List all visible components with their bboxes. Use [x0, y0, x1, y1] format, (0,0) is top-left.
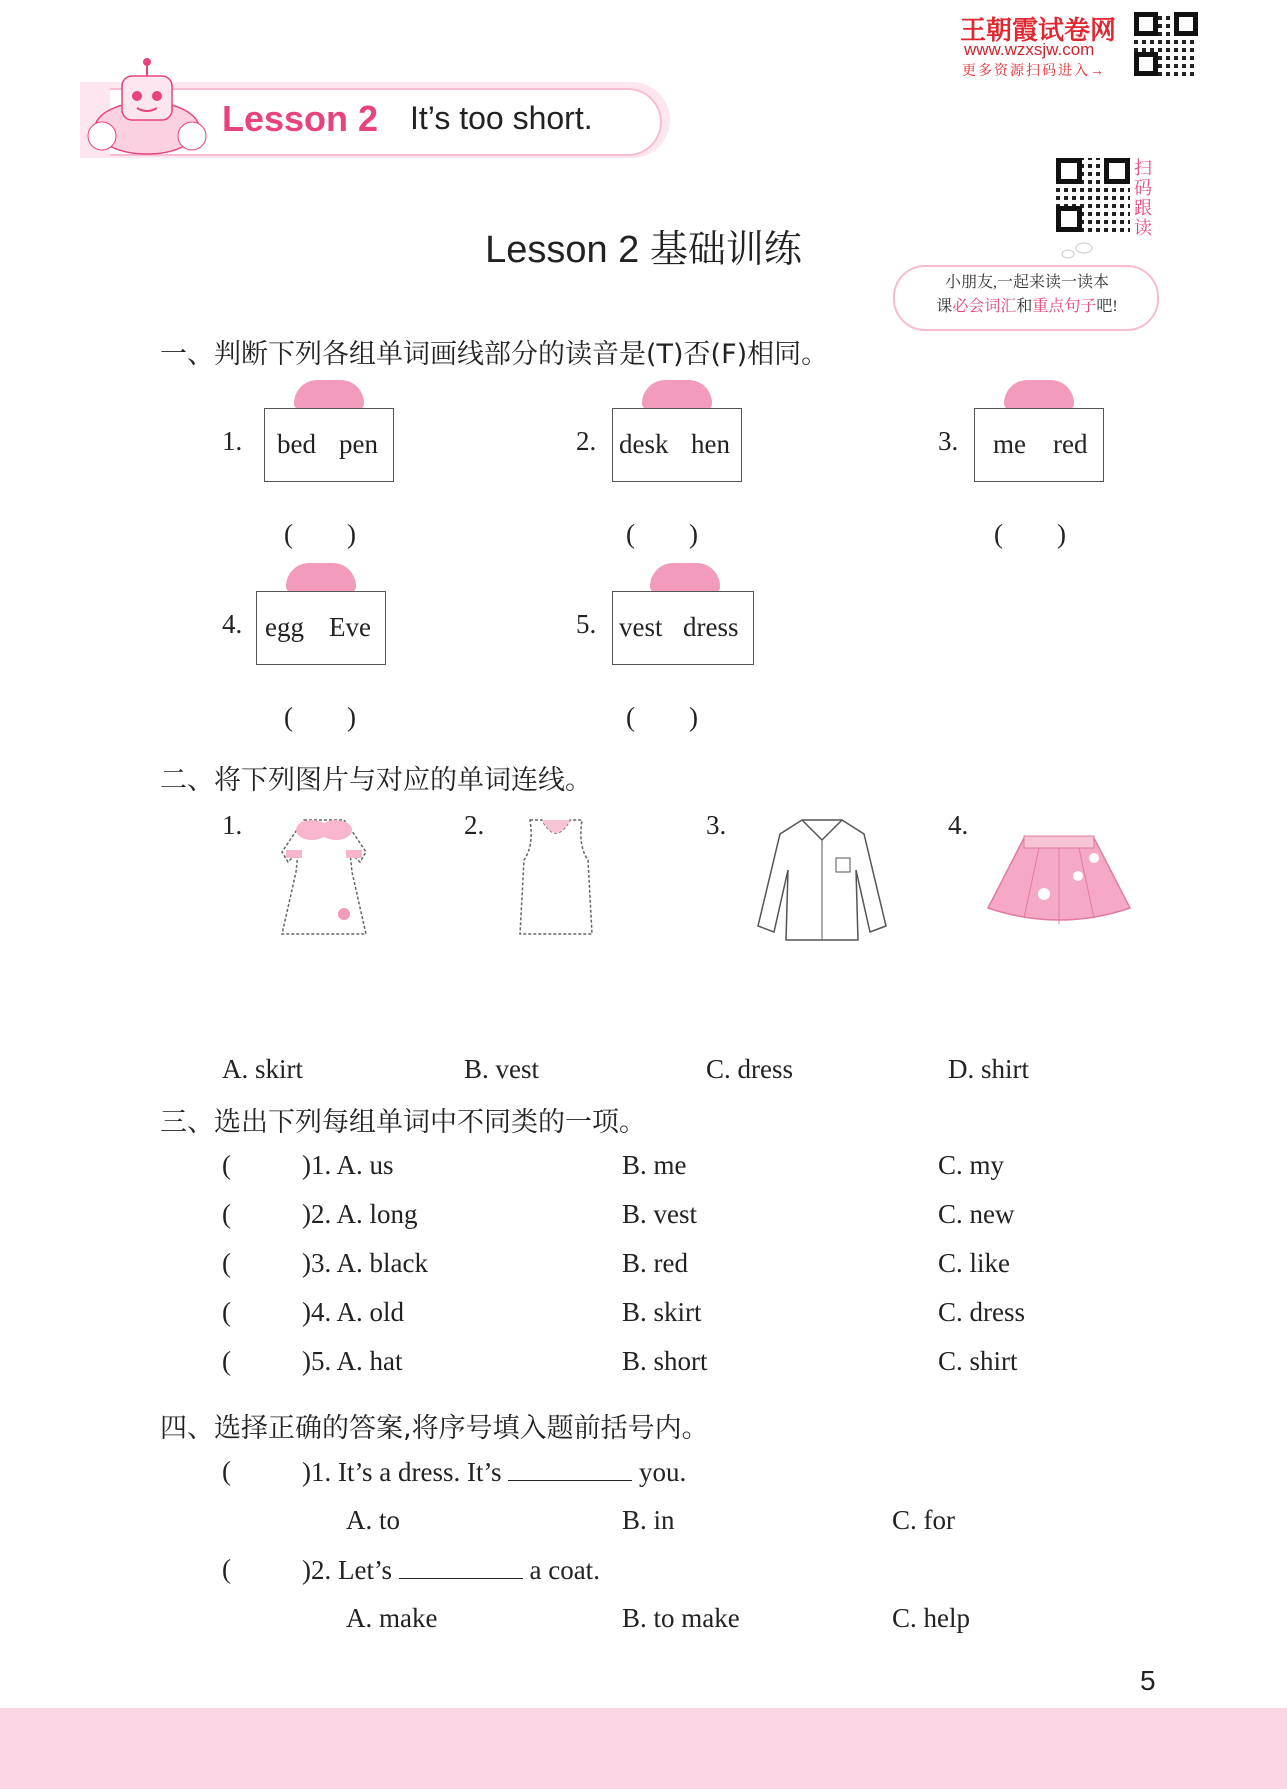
picture-number: 2.: [464, 810, 485, 840]
phonics-item: [576, 380, 776, 550]
word-1: desk: [619, 429, 669, 459]
option-c: C. new: [938, 1199, 1015, 1229]
picture-number: 3.: [706, 810, 727, 840]
monster-head-icon: [1004, 380, 1074, 410]
option-c: C. dress: [938, 1297, 1025, 1327]
word-card: [612, 591, 754, 665]
page-number: 5: [1140, 1665, 1156, 1696]
answer-parentheses[interactable]: ( ): [626, 519, 698, 549]
option-b: B. vest: [622, 1199, 698, 1229]
picture-number: 1.: [222, 810, 243, 840]
option-b: B. in: [622, 1505, 675, 1535]
option-a: )2. A. long: [302, 1199, 418, 1229]
option-a: A. to: [346, 1505, 400, 1535]
word-option: A. skirt: [222, 1054, 303, 1084]
answer-parentheses[interactable]: ( ): [626, 702, 698, 732]
answer-parentheses[interactable]: ( ): [994, 519, 1066, 549]
bubble-highlight-sentences: 重点句子: [1032, 298, 1097, 315]
bubble-line-1: 小朋友,一起来读一读本: [944, 274, 1109, 291]
lesson-title: It’s too short.: [410, 100, 593, 136]
monster-head-icon: [650, 563, 720, 593]
word-card: [264, 408, 394, 482]
option-b: B. me: [622, 1150, 687, 1180]
word-option: C. dress: [706, 1054, 793, 1084]
option-c: C. my: [938, 1150, 1005, 1180]
word-2: dress: [683, 612, 739, 642]
question-text: )2. Let’s: [302, 1555, 392, 1585]
answer-paren[interactable]: (: [222, 1150, 231, 1180]
item-number: 1.: [222, 426, 243, 456]
question-text: a coat.: [529, 1555, 600, 1585]
word-1: bed: [277, 429, 316, 459]
option-b: B. red: [622, 1248, 688, 1278]
word-card: [612, 408, 742, 482]
dress-icon: [274, 812, 374, 940]
answer-paren[interactable]: (: [222, 1199, 231, 1229]
shirt-icon: [752, 814, 892, 946]
answer-parentheses[interactable]: ( ): [284, 519, 356, 549]
vest-icon: [516, 816, 596, 938]
brand-more: 更多资源扫码进入→: [962, 62, 1106, 78]
option-b: B. skirt: [622, 1297, 702, 1327]
item-number: 4.: [222, 609, 243, 639]
option-a: )1. A. us: [302, 1150, 394, 1180]
blank-line[interactable]: [399, 1554, 523, 1579]
question-1: [302, 1456, 686, 1488]
answer-paren[interactable]: (: [222, 1554, 231, 1584]
option-a: A. make: [346, 1603, 438, 1633]
section-1-heading: 一、判断下列各组单词画线部分的读音是(T)否(F)相同。: [160, 339, 829, 370]
phonics-item: [938, 380, 1138, 550]
blank-line[interactable]: [508, 1456, 632, 1481]
bubble-text-part: 和: [1016, 298, 1033, 315]
monster-head-icon: [642, 380, 712, 410]
bubble-text-part: 课: [936, 298, 953, 315]
phonics-item: [222, 380, 422, 550]
answer-paren[interactable]: (: [222, 1248, 231, 1278]
item-number: 2.: [576, 426, 597, 456]
word-1: vest: [619, 612, 663, 642]
bubble-text-part: 吧!: [1096, 298, 1118, 315]
bubble-highlight-vocab: 必会词汇: [952, 298, 1017, 315]
thought-bubble-dots-icon: [1060, 238, 1100, 260]
word-2: Eve: [329, 612, 371, 642]
option-c: C. for: [892, 1505, 955, 1535]
speech-bubble-text: [903, 271, 1151, 319]
word-option: D. shirt: [948, 1054, 1029, 1084]
word-card: [256, 591, 386, 665]
phonics-item: [222, 563, 422, 733]
option-b: B. to make: [622, 1603, 740, 1633]
section-4-heading: 四、选择正确的答案,将序号填入题前括号内。: [160, 1413, 709, 1444]
robot-mascot-icon: [82, 56, 212, 161]
section-3-heading: 三、选出下列每组单词中不同类的一项。: [160, 1107, 646, 1138]
brand-qr-code-icon[interactable]: [1134, 12, 1198, 76]
brand-name: 王朝霞试卷网: [960, 15, 1117, 45]
skirt-icon: [984, 834, 1134, 928]
option-c: C. help: [892, 1603, 970, 1633]
lesson-label: Lesson 2: [222, 98, 379, 139]
option-a: )3. A. black: [302, 1248, 428, 1278]
item-number: 5.: [576, 609, 597, 639]
picture-number: 4.: [948, 810, 969, 840]
page-title: Lesson 2 基础训练: [485, 229, 802, 271]
word-2: hen: [691, 429, 730, 459]
word-option: B. vest: [464, 1054, 540, 1084]
scan-follow-read-label: 扫码跟读: [1134, 158, 1152, 238]
option-b: B. short: [622, 1346, 708, 1376]
brand-url: www.wzxsjw.com: [964, 40, 1095, 59]
bubble-line-2: [903, 295, 1151, 319]
word-1: egg: [265, 612, 304, 642]
monster-head-icon: [294, 380, 364, 410]
question-2: [302, 1554, 600, 1586]
item-number: 3.: [938, 426, 959, 456]
option-c: C. shirt: [938, 1346, 1018, 1376]
option-a: )5. A. hat: [302, 1346, 403, 1376]
answer-paren[interactable]: (: [222, 1297, 231, 1327]
monster-head-icon: [286, 563, 356, 593]
word-card: [974, 408, 1104, 482]
question-text: you.: [638, 1457, 687, 1487]
footer-band: [0, 1708, 1287, 1789]
answer-paren[interactable]: (: [222, 1346, 231, 1376]
option-c: C. like: [938, 1248, 1010, 1278]
word-1: me: [993, 429, 1026, 459]
answer-parentheses[interactable]: ( ): [284, 702, 356, 732]
phonics-item: [576, 563, 796, 733]
word-2: red: [1053, 429, 1088, 459]
section-2-heading: 二、将下列图片与对应的单词连线。: [160, 765, 592, 796]
word-2: pen: [339, 429, 378, 459]
answer-paren[interactable]: (: [222, 1456, 231, 1486]
option-a: )4. A. old: [302, 1297, 405, 1327]
question-text: )1. It’s a dress. It’s: [302, 1457, 502, 1487]
